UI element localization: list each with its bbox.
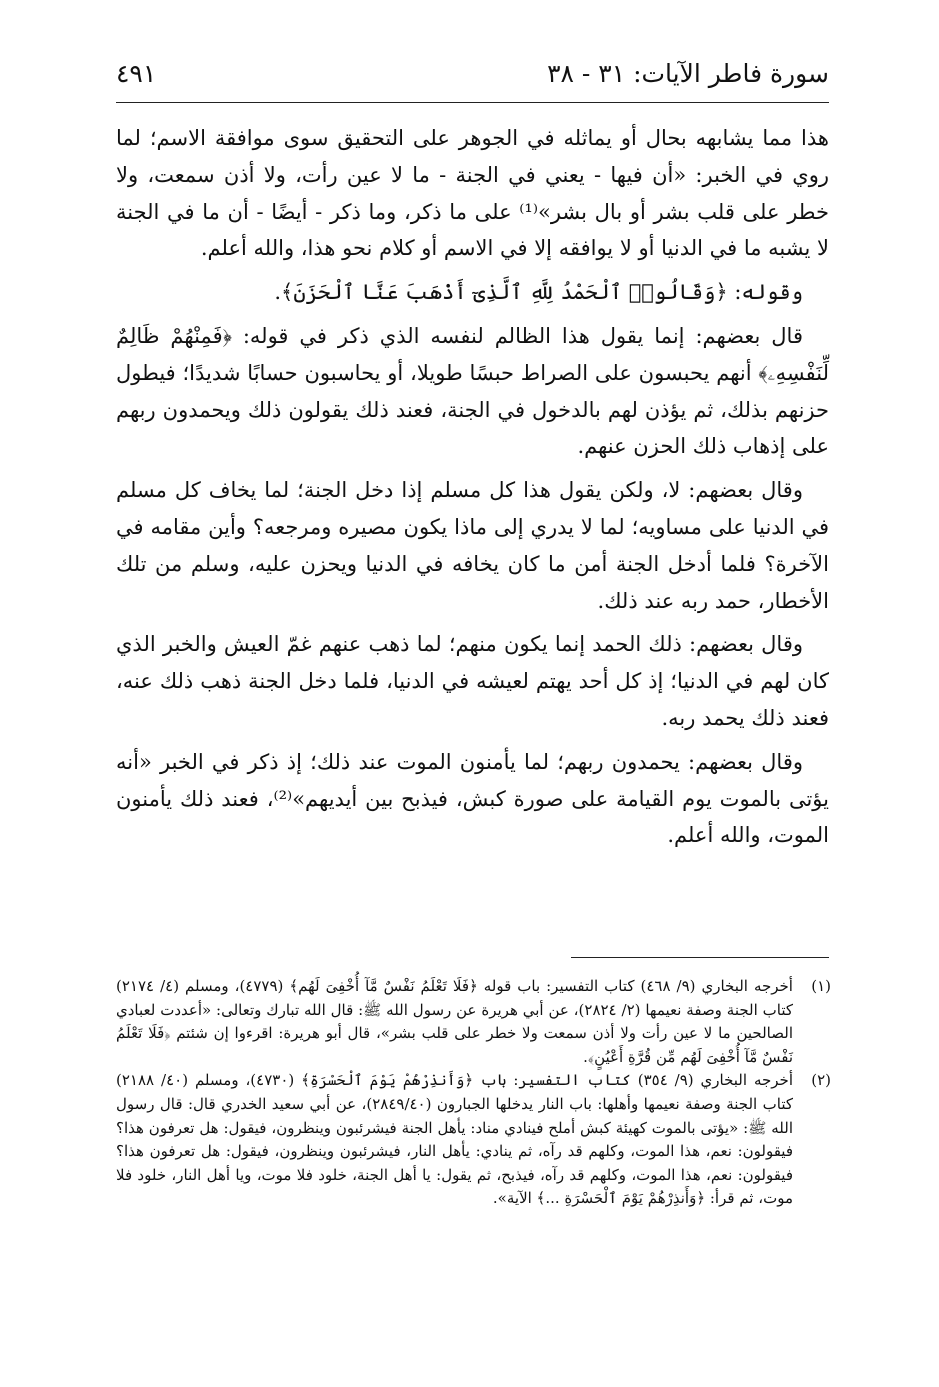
footnote-number: (١) [811, 977, 831, 995]
page-header [116, 56, 829, 104]
footnote-text: أخرجه البخاري (٩/ ٣٥٤) كتاب التفسير: باب ﴿وَأَنذِرْهُمْ يَوْمَ ٱلْحَسْرَةِ﴾ (٤٧٣٠)، ومسلم (٤٠/ ٢١٨٨) كتاب الجنة وصفة نعيمها وأهلها: باب النار يدخلها الجبارون (٢٨٤٩/٤٠)، عن أبي سعيد الخدري قال: قال رسول الله ﷺ: «يؤتى بالموت كهيئة كبش أملح فينادي مناد: يأهل الجنة فيشرئبون وينظرون، فيقول: هل تعرفون هذا؟ فيقولون: نعم، هذا الموت، وكلهم قد رآه، ثم ينادي: يأهل النار، فيشرئبون وينظرون، فيقول: هل تعرفون هذا؟ فيقولون: نعم، هذا الموت، وكلهم قد رآه، فيذبح، ثم يقول: يا أهل الجنة، خلود فلا موت، ويا أهل النار، خلود فلا موت، ثم قرأ: ﴿وَأَنذِرْهُمْ يَوْمَ ٱلْحَسْرَةِ ...﴾ الآية». [116, 1071, 793, 1208]
paragraph: وقال بعضهم: لا، ولكن يقول هذا كل مسلم إذا دخل الجنة؛ لما يخاف كل مسلم في الدنيا على مساويه؛ لما لا يدري إلى ماذا يكون مصيره ومرجعه؟ وأين مقامه في الآخرة؟ فلما أدخل الجنة أمن ما كان يخافه في الدنيا ويحزن عليه، وسلم من تلك الأخطار، حمد ربه عند ذلك. [116, 478, 829, 613]
page-number: ٤٩١ [116, 59, 157, 88]
footnote-2 [116, 1069, 831, 1211]
paragraph: هذا مما يشابهه بحال أو يماثله في الجوهر على التحقيق سوى موافقة الاسم؛ لما روي في الخبر: «أن فيها - يعني في الجنة - ما لا عين رأت، ولا أذن سمعت، ولا خطر على قلب بشر أو بال بشر»⁽¹⁾ على ما ذكر، وما ذكر - أيضًا - أن ما في الجنة لا يشبه ما في الدنيا أو لا يوافقه إلا في الاسم أو كلام نحو هذا، والله أعلم. [116, 126, 829, 261]
footnote-number: (٢) [811, 1071, 831, 1090]
footnote-text: أخرجه البخاري (٩/ ٤٦٨) كتاب التفسير: باب قوله ﴿فَلَا تَعْلَمُ نَفْسٌ مَّآ أُخْفِىَ لَهُم﴾ (٤٧٧٩)، ومسلم (٤/ ٢١٧٤) كتاب الجنة وصفة نعيمها (٢/ ٢٨٢٤)، عن أبي هريرة عن رسول الله ﷺ: قال الله تبارك وتعالى: «أعددت لعبادي الصالحين ما لا عين رأت ولا أذن سمعت ولا خطر على قلب بشر»، قال أبو هريرة: اقرءوا إن شئتم ﴿فَلَا تَعْلَمُ نَفْسٌ مَّآ أُخْفِىَ لَهُم مِّن قُرَّةِ أَعْيُنٍ﴾. [116, 977, 794, 1066]
quran-verse-paragraph: وقوله: ﴿وَقَالُوا۟ ٱلْحَمْدُ لِلَّهِ ٱلَّذِىٓ أَذْهَبَ عَنَّا ٱلْحَزَنَ﴾. [274, 280, 803, 305]
footnote-1 [116, 975, 831, 1069]
footnote-separator [571, 957, 829, 958]
paragraph: وقال بعضهم: يحمدون ربهم؛ لما يأمنون الموت عند ذلك؛ إذ ذكر في الخبر «أنه يؤتى بالموت يوم القيامة على صورة كبش، فيذبح بين أيديهم»⁽²⁾، فعند ذلك يأمنون الموت، والله أعلم. [116, 749, 829, 848]
paragraph: وقال بعضهم: ذلك الحمد إنما يكون منهم؛ لما ذهب عنهم غمّ العيش والخبر الذي كان لهم في الدنيا؛ إذ كل أحد يهتم لعيشه في الدنيا، فلما دخل الجنة ذهب ذلك عنه، فعند ذلك يحمد ربه. [116, 632, 829, 730]
surah-title: سورة فاطر الآيات: ٣١ - ٣٨ [547, 59, 829, 88]
main-text [116, 120, 829, 854]
paragraph: قال بعضهم: إنما يقول هذا الظالم لنفسه الذي ذكر في قوله: ﴿فَمِنْهُمْ ظَالِمٌ لِّنَفْسِهِۦ﴾ أنهم يحبسون على الصراط حبسًا طويلا، أو يحاسبون حسابًا شديدًا؛ فيطول حزنهم بذلك، ثم يؤذن لهم بالدخول في الجنة، فعند ذلك يقولون ذلك ويحمدون ربهم على إذهاب ذلك الحزن عنهم. [116, 323, 829, 459]
header-rule [116, 102, 829, 103]
footnotes [116, 975, 831, 1211]
